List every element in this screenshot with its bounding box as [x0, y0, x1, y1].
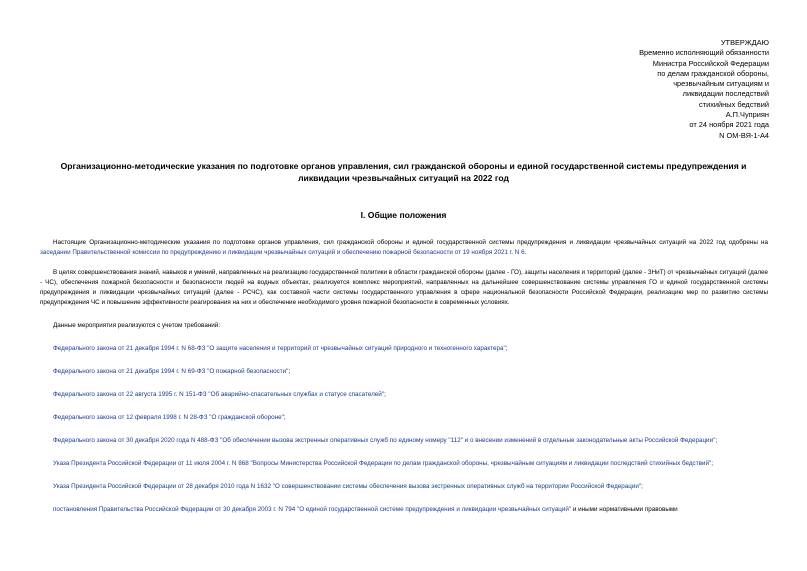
- approval-line: по делам гражданской обороны,: [657, 68, 769, 78]
- approval-line: N ОМ-ВЯ-1-А4: [719, 130, 769, 140]
- document-body: [40, 238, 768, 515]
- law-item: [40, 390, 768, 400]
- law-item: [40, 459, 768, 469]
- document-title: Организационно-методические указания по подготовке органов управления, сил гражданской обороны и единой государственной системы предупреждения и ликвидации чрезвычайных ситуаций на 2022 год: [60, 161, 747, 183]
- law-item: [40, 505, 768, 515]
- approval-line: Временно исполняющий обязанности: [639, 48, 769, 58]
- law-item-end: и иными нормативными правовыми: [571, 506, 678, 513]
- approval-line: от 24 ноября 2021 года: [689, 120, 769, 130]
- approval-block: [549, 38, 769, 141]
- law-link[interactable]: постановления Правительства Российской Федерации от 30 декабря 2003 г. N 794 "О единой государственной системе предупреждения и ликвидации чрезвычайных ситуаций": [53, 506, 572, 513]
- paragraph-text: .: [524, 249, 527, 256]
- paragraph: Данные мероприятия реализуются с учетом требований:: [53, 322, 221, 329]
- law-item-end: ;: [715, 437, 718, 444]
- law-item-end: ;: [711, 460, 713, 467]
- law-link[interactable]: Федерального закона от 21 декабря 1994 г. N 69-ФЗ "О пожарной безопасности": [53, 368, 289, 375]
- approval-line: Министра Российской Федерации: [652, 58, 769, 68]
- paragraph: В целях совершенствования знаний, навыков и умений, направленных на реализацию государственной политики в области гражданской обороны (далее - ГО), защиты населения и территорий (далее - ЗНиТ) от чрезвычайных ситуаций (далее - ЧС), обеспечения пожарной безопасности и безопасности людей на водных объектах, реализуется комплекс мероприятий, направленных на дальнейшее совершенствование системы управления ГО и единой государственной системы предупреждения и ликвидации чрезвычайных ситуаций (далее - РСЧС), как составной части системы государственного управления в сфере национальной безопасности Российской Федерации, реализацию мер по развитию системы предупреждения ЧС и повышение эффективности реагирования на них и обеспечение необходимого уровня пожарной безопасности в современных условиях.: [40, 269, 769, 306]
- law-item: [40, 482, 768, 492]
- law-link[interactable]: Федерального закона от 30 декабря 2020 года N 488-ФЗ "Об обеспечении вызова экстренных оперативных служб по единому номеру "112" и о внесении изменений в отдельные законодательные акты Российской Федерации": [53, 437, 716, 444]
- approval-line: ликвидации последствий: [682, 89, 769, 99]
- law-item-end: ;: [288, 368, 291, 375]
- law-link[interactable]: Указа Президента Российской Федерации от 28 декабря 2010 года N 1632 "О совершенствовании системы обеспечения вызова экстренных оперативных служб на территории Российской Федерации": [53, 483, 642, 490]
- law-item: [40, 344, 768, 354]
- law-item-end: ;: [384, 391, 386, 398]
- approval-line: чрезвычайным ситуациям и: [673, 79, 769, 89]
- approval-line: стихийных бедствий: [699, 99, 769, 109]
- law-item-end: ;: [283, 414, 286, 421]
- law-item: [40, 367, 768, 377]
- law-item: [40, 413, 768, 423]
- section-heading: I. Общие положения: [360, 210, 447, 220]
- law-link[interactable]: Указа Президента Российской Федерации от 11 июля 2004 г. N 868 "Вопросы Министерства Российской Федерации по делам гражданской обороны, чрезвычайным ситуациям и ликвидации последствий стихийных бедствий": [53, 460, 712, 467]
- law-link[interactable]: Федерального закона от 21 декабря 1994 г. N 68-ФЗ "О защите населения и территорий от чрезвычайных ситуаций природного и техногенного характера": [53, 345, 506, 352]
- law-item-end: ;: [505, 345, 508, 352]
- law-item-end: ;: [641, 483, 643, 490]
- paragraph-text: Настоящие Организационно-методические указания по подготовке органов управления, сил гражданской обороны и единой государственной системы предупреждения и ликвидации чрезвычайных ситуаций на 2022 год одобрены на: [53, 239, 768, 246]
- approval-line: УТВЕРЖДАЮ: [720, 38, 769, 47]
- law-item: [40, 436, 768, 446]
- law-link[interactable]: Федерального закона от 22 августа 1995 г. N 151-ФЗ "Об аварийно-спасательных службах и статусе спасателей": [53, 391, 385, 398]
- commission-link[interactable]: заседании Правительственной комиссии по предупреждению и ликвидации чрезвычайных ситуаций и обеспечению пожарной безопасности от 19 ноября 2021 г. N 6: [40, 249, 525, 256]
- paragraph: [40, 238, 768, 258]
- approval-line: А.П.Чуприян: [725, 110, 769, 120]
- law-link[interactable]: Федерального закона от 12 февраля 1998 г. N 28-ФЗ "О гражданской обороне": [53, 414, 284, 421]
